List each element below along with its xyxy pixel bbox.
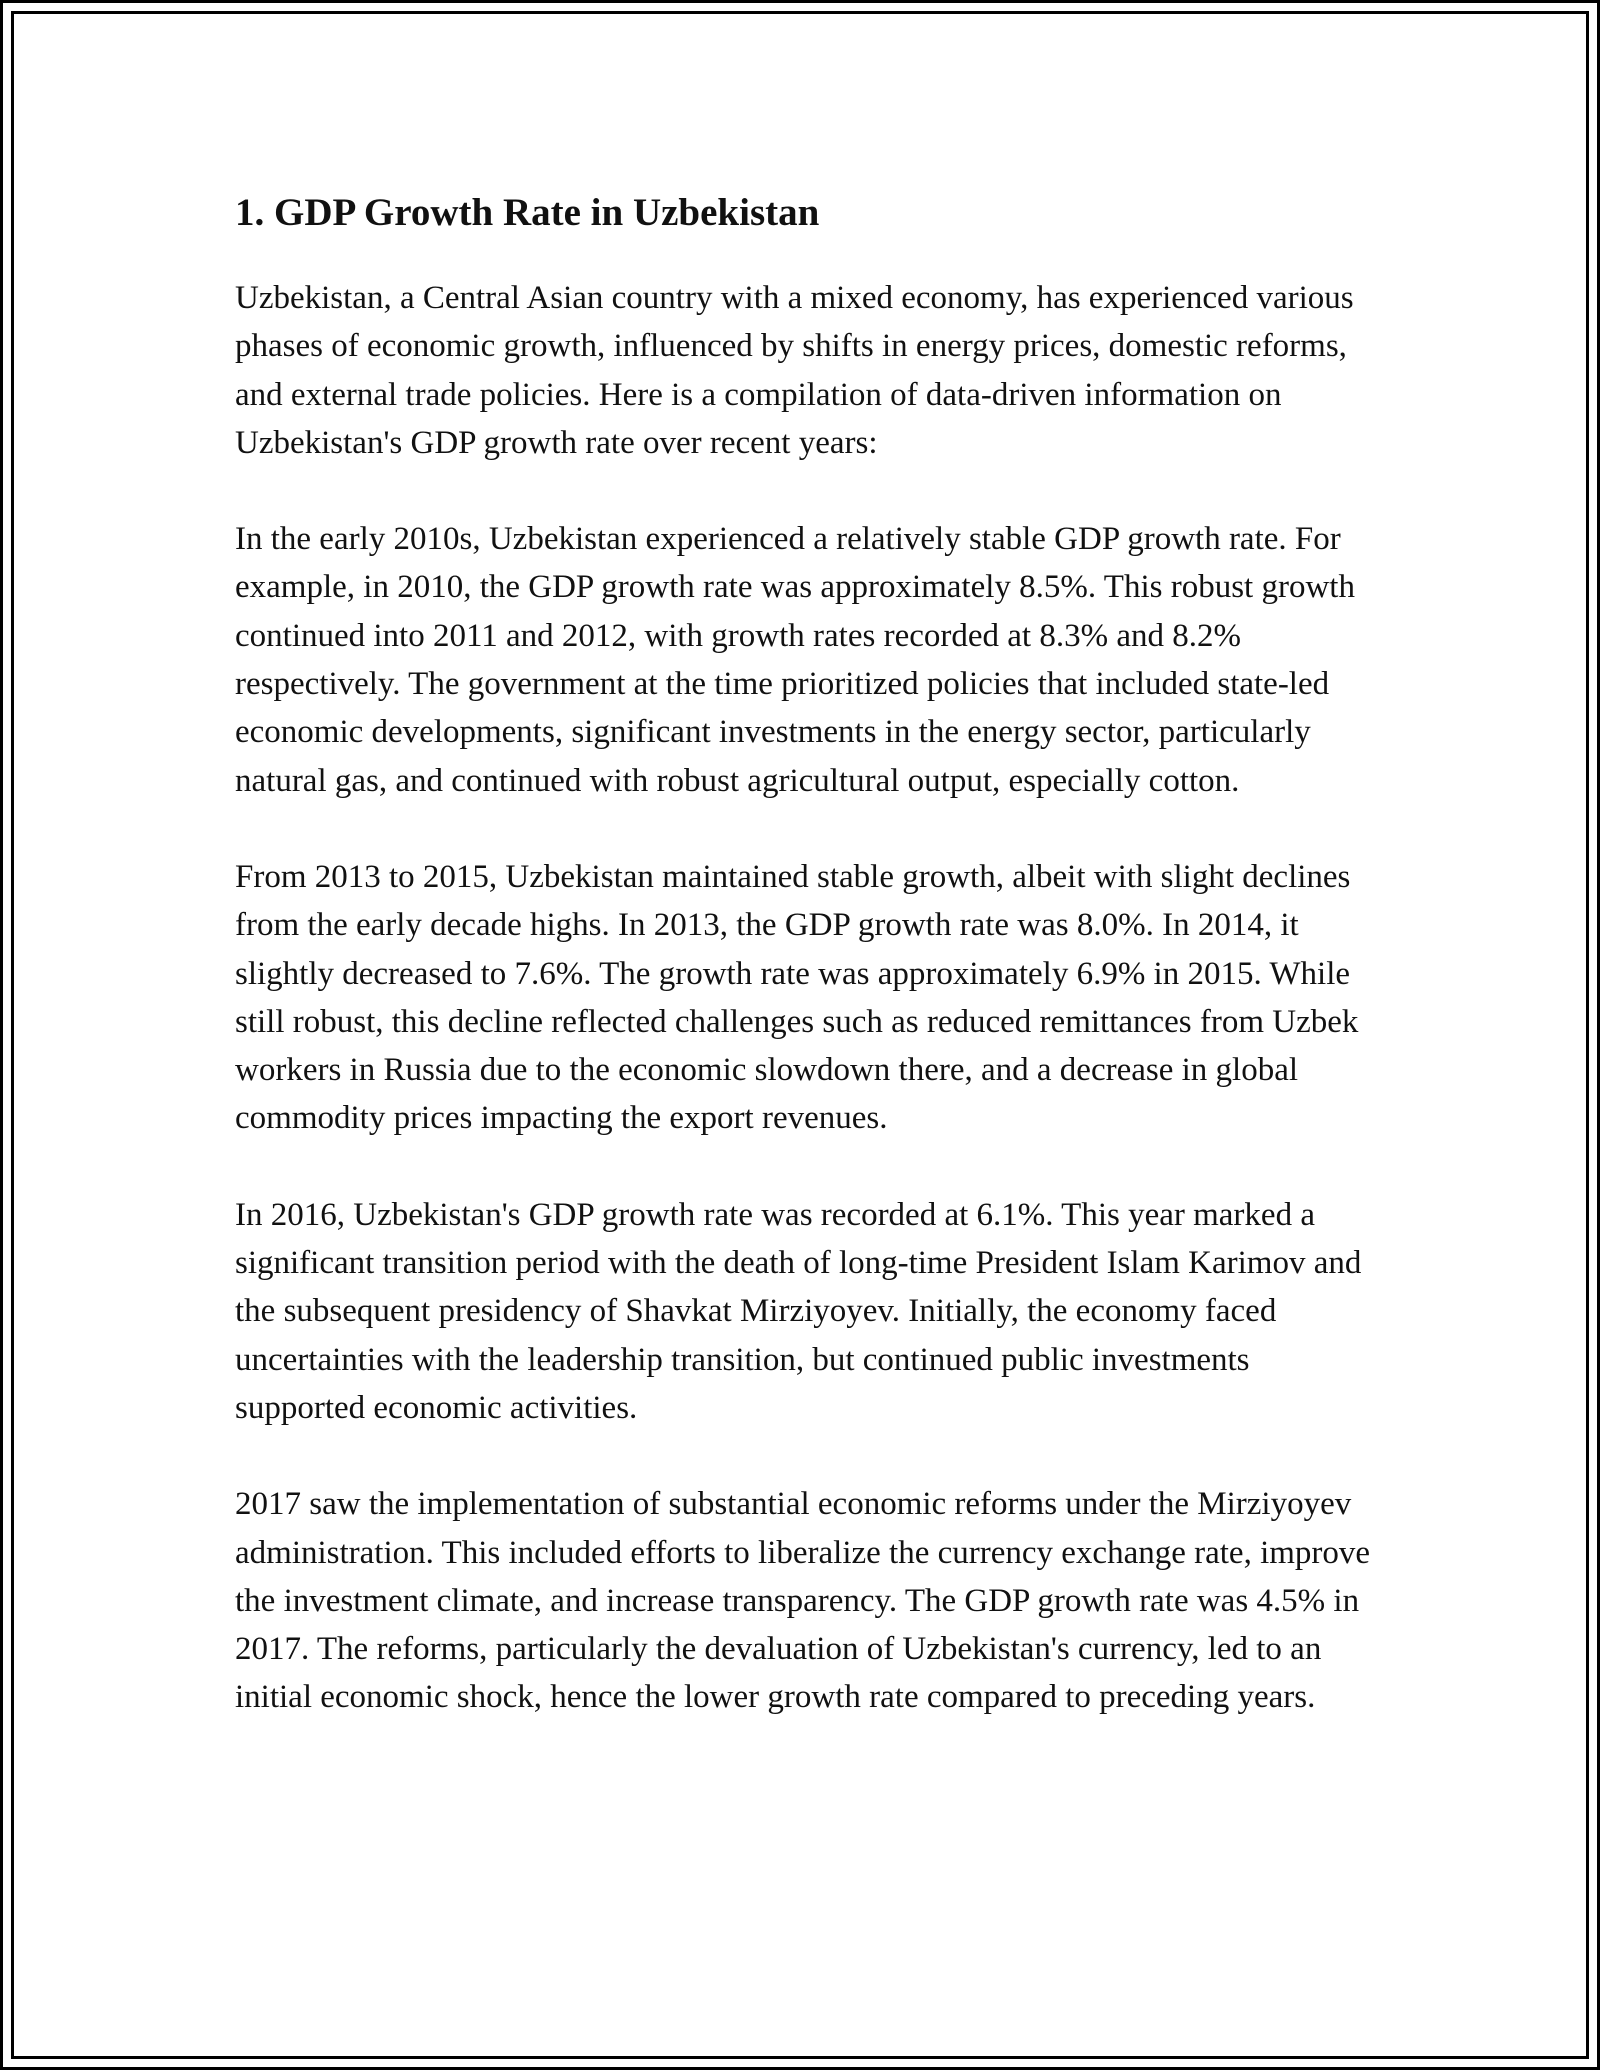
early-2010s-paragraph: In the early 2010s, Uzbekistan experienced a relatively stable GDP growth rate. For example, in 2010, the GDP growth rate was approximately 8.5%. This robust growth continued into 2011 and 2012, with growth rates recorded at 8.3% and 8.2% respectively. The government at the time prioritized policies that included state-led economic developments, significant investments in the energy sector, particularly natural gas, and continued with robust agricultural output, especially cotton. — [235, 521, 1355, 799]
intro-paragraph: Uzbekistan, a Central Asian country with a mixed economy, has experienced various phases of economic growth, influenced by shifts in energy prices, domestic reforms, and external trade policies. Here is a compilation of data-driven information on Uzbekistan's GDP growth rate over recent years: — [235, 280, 1354, 461]
2016-paragraph: In 2016, Uzbekistan's GDP growth rate was recorded at 6.1%. This year marked a significant transition period with the death of long-time President Islam Karimov and the subsequent presidency of Shavkat Mirziyoyev. Initially, the economy faced uncertainties with the leadership transition, but continued public investments supported economic activities. — [235, 1196, 1362, 1426]
section-title: 1. GDP Growth Rate in Uzbekistan — [235, 191, 820, 234]
2017-paragraph: 2017 saw the implementation of substantial economic reforms under the Mirziyoyev administration. This included efforts to liberalize the currency exchange rate, improve the investment climate, and increase transparency. The GDP growth rate was 4.5% in 2017. The reforms, particularly the devaluation of Uzbekistan's currency, led to an initial economic shock, hence the lower growth rate compared to preceding years. — [235, 1486, 1371, 1716]
document-content — [235, 180, 1375, 1770]
2013-2015-paragraph: From 2013 to 2015, Uzbekistan maintained stable growth, albeit with slight declines from the early decade highs. In 2013, the GDP growth rate was 8.0%. In 2014, it slightly decreased to 7.6%. The growth rate was approximately 6.9% in 2015. While still robust, this decline reflected challenges such as reduced remittances from Uzbek workers in Russia due to the economic slowdown there, and a decrease in global commodity prices impacting the export revenues. — [235, 858, 1359, 1137]
